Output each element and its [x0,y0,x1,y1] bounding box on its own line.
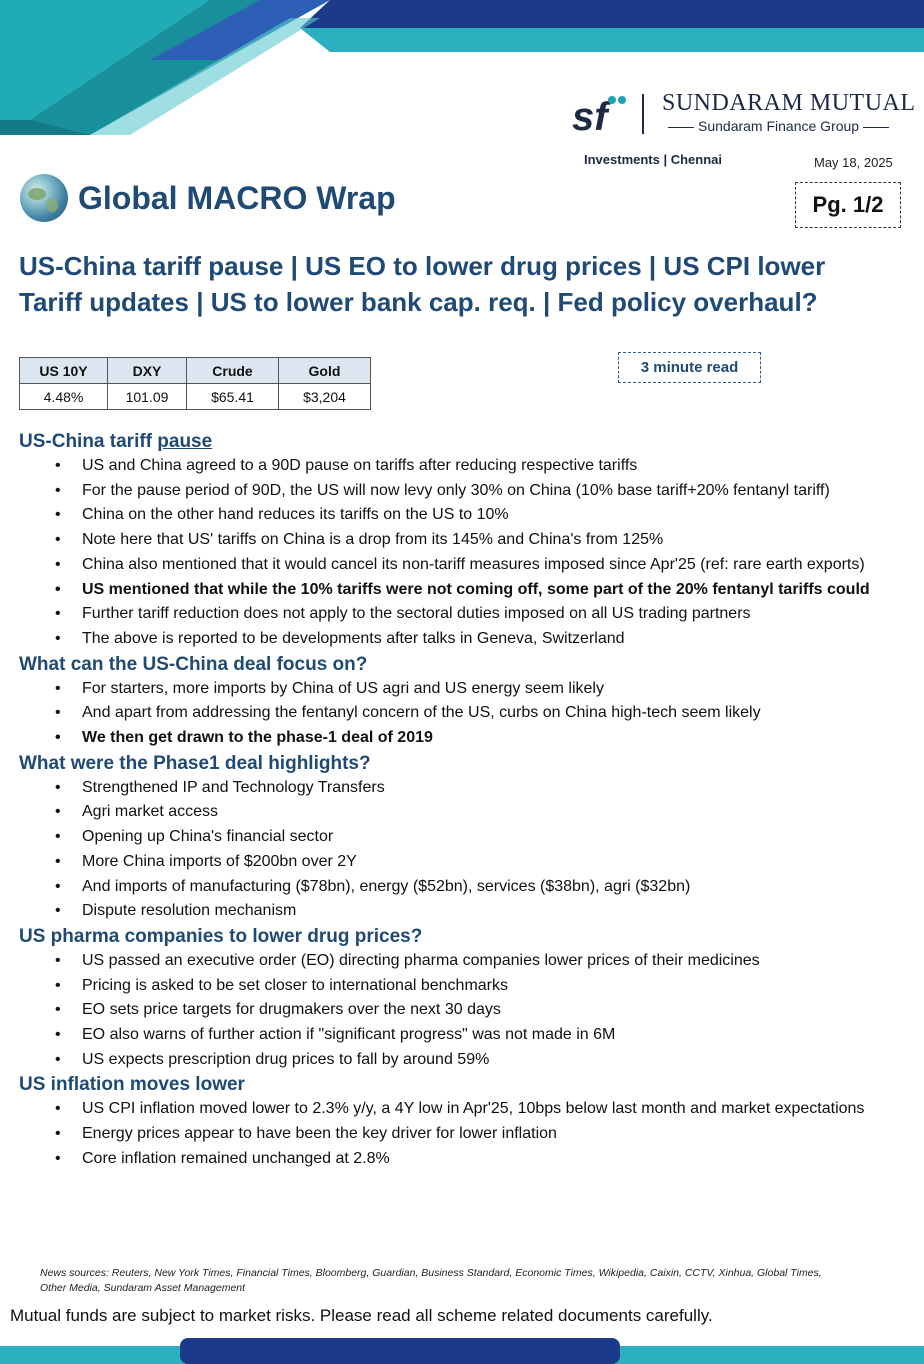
bullet-item: • More China imports of $200bn over 2Y [82,850,889,875]
bullet-item: • Dispute resolution mechanism [82,899,889,924]
footer-bar [0,1332,924,1364]
bullet-item: • EO also warns of further action if "significant progress" was not made in 6M [82,1023,889,1048]
disclaimer: Mutual funds are subject to market risks. Please read all scheme related documents carefully. [10,1306,713,1325]
location-label: Investments | Chennai [584,152,723,167]
bullet-item: • And apart from addressing the fentanyl concern of the US, curbs on China high-tech seem likely [82,701,889,726]
bullet-item: • EO sets price targets for drugmakers over the next 30 days [82,998,889,1023]
ticker-header-row [20,358,371,384]
bullet-item: • And imports of manufacturing ($78bn), energy ($52bn), services ($38bn), agri ($32bn) [82,875,889,900]
bullet-item: • Strengthened IP and Technology Transfers [82,776,889,801]
bullet-item: • The above is reported to be developments after talks in Geneva, Switzerland [82,627,889,652]
ticker-value: $65.41 [187,384,279,410]
publication-date: May 18, 2025 [814,155,893,170]
section-title: What can the US-China deal focus on? [19,653,368,675]
logo-divider [642,94,644,134]
ticker-value-row [20,384,371,410]
headline [19,248,909,320]
bullet-item: • US and China agreed to a 90D pause on tariffs after reducing respective tariffs [82,454,889,479]
bullet-item: • For starters, more imports by China of US agri and US energy seem likely [82,677,889,702]
bullet-list [19,1097,889,1171]
headline-line-2: Tariff updates | US to lower bank cap. req. | Fed policy overhaul? [19,287,818,317]
brand-logo [572,88,916,140]
bullet-item: • US passed an executive order (EO) directing pharma companies lower prices of their medicines [82,949,889,974]
bullet-item: • Agri market access [82,800,889,825]
ticker-value: 101.09 [108,384,187,410]
bullet-item: • US expects prescription drug prices to fall by around 59% [82,1048,889,1073]
bullet-item: • We then get drawn to the phase-1 deal of 2019 [82,726,889,751]
bullet-item: • Core inflation remained unchanged at 2.8% [82,1147,889,1172]
bullet-list [19,677,889,751]
globe-icon [20,174,68,222]
sf-logo-icon [572,94,628,136]
bullet-item: • US mentioned that while the 10% tariffs were not coming off, some part of the 20% fentanyl tariffs could [82,578,889,603]
ticker-header: US 10Y [20,358,108,384]
bullet-item: • China on the other hand reduces its tariffs on the US to 10% [82,503,889,528]
headline-line-1: US-China tariff pause | US EO to lower drug prices | US CPI lower [19,251,826,281]
bullet-list [19,454,889,652]
ticker-header: Crude [187,358,279,384]
page-title: Global MACRO Wrap [78,180,396,216]
logo-mark-text: sf [572,95,608,136]
news-sources: News sources: Reuters, New York Times, Financial Times, Bloomberg, Guardian, Business Standard, Economic Times, Wikipedia, Caixin, CCTV, Xinhua, Global Times, Other Media, Sundaram Asset Management [40,1267,822,1294]
bullet-item: • Opening up China's financial sector [82,825,889,850]
article-body [19,429,889,1172]
ticker-value: 4.48% [20,384,108,410]
bullet-item: • Pricing is asked to be set closer to international benchmarks [82,974,889,999]
market-ticker-table [19,357,371,410]
bullet-item: • For the pause period of 90D, the US will now levy only 30% on China (10% base tariff+20% fentanyl tariff) [82,479,889,504]
bullet-item: • US CPI inflation moved lower to 2.3% y/y, a 4Y low in Apr'25, 10bps below last month and market expectations [82,1097,889,1122]
bullet-item: • China also mentioned that it would cancel its non-tariff measures imposed since Apr'25 (ref: rare earth exports) [82,553,889,578]
brand-name: SUNDARAM MUTUAL [662,90,916,116]
ticker-header: Gold [279,358,371,384]
bullet-item: • Energy prices appear to have been the key driver for lower inflation [82,1122,889,1147]
bullet-list [19,776,889,924]
section-title: US inflation moves lower [19,1074,245,1096]
read-time-badge: 3 minute read [618,352,761,383]
page-number-box: Pg. 1/2 [795,182,901,228]
ticker-header: DXY [108,358,187,384]
brand-subtitle: Sundaram Finance Group [664,118,893,134]
bullet-item: • Further tariff reduction does not apply to the sectoral duties imposed on all US trading partners [82,602,889,627]
bullet-item: • Note here that US' tariffs on China is a drop from its 145% and China's from 125% [82,528,889,553]
ticker-value: $3,204 [279,384,371,410]
section-title: What were the Phase1 deal highlights? [19,752,371,774]
bullet-list [19,949,889,1073]
section-title: US-China tariff pause [19,431,213,452]
section-title: US pharma companies to lower drug prices? [19,925,423,947]
